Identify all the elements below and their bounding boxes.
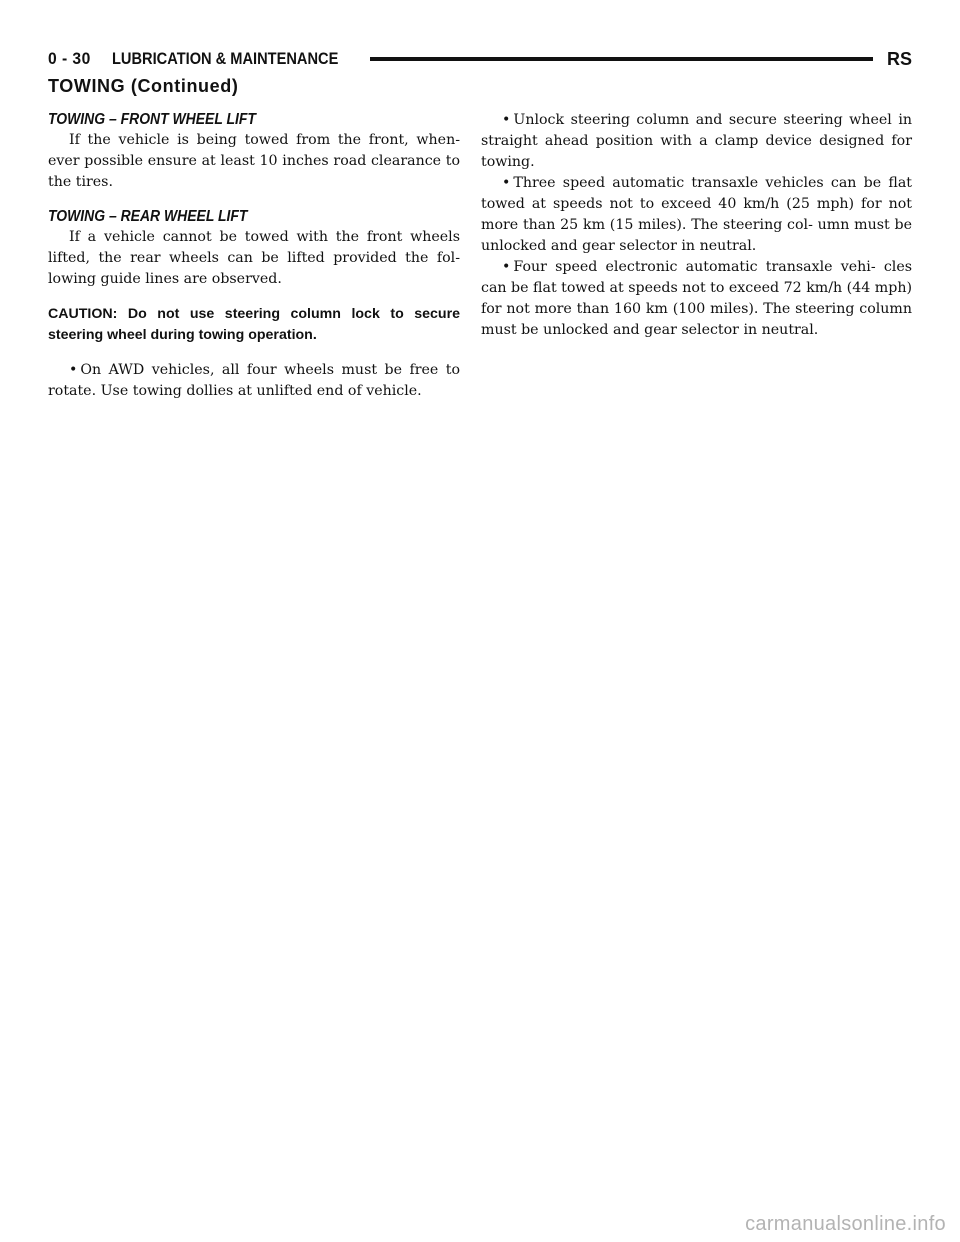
bullet-item bbox=[48, 360, 460, 402]
bullet-item bbox=[481, 110, 912, 173]
right-column bbox=[481, 110, 912, 341]
continued-heading: TOWING (Continued) bbox=[48, 76, 239, 96]
bullet-item bbox=[481, 173, 912, 257]
rear-wheel-lift-heading: TOWING – REAR WHEEL LIFT bbox=[48, 208, 248, 225]
bullet-text: Unlock steering column and secure steering wheel in straight ahead position with a clamp device designed for towing. bbox=[481, 112, 912, 170]
header-rule bbox=[370, 57, 873, 61]
bullet-icon: • bbox=[69, 362, 78, 378]
bullet-text: Three speed automatic transaxle vehicles can be flat towed at speeds not to exceed 40 km/h (25 mph) for not more than 25 km (15 miles). The steering col- umn must be unlocked and gear selector in neutral. bbox=[481, 175, 912, 254]
bullet-icon: • bbox=[502, 259, 511, 275]
bullet-icon: • bbox=[502, 112, 511, 128]
caution-note: CAUTION: Do not use steering column lock to secure steering wheel during towing operation. bbox=[48, 306, 460, 343]
bullet-item bbox=[481, 257, 912, 341]
front-wheel-lift-text: If the vehicle is being towed from the front, when- ever possible ensure at least 10 inches road clearance to the tires. bbox=[48, 132, 460, 190]
bullet-text: On AWD vehicles, all four wheels must be free to rotate. Use towing dollies at unlifted end of vehicle. bbox=[48, 362, 460, 399]
rear-wheel-lift-text: If a vehicle cannot be towed with the front wheels lifted, the rear wheels can be lifted provided the fol- lowing guide lines are observed. bbox=[48, 229, 460, 287]
left-column bbox=[48, 110, 460, 402]
header-tag: RS bbox=[886, 48, 912, 69]
watermark: carmanualsonline.info bbox=[745, 1213, 946, 1235]
page-number: 0 - 30 bbox=[48, 49, 91, 68]
bullet-icon: • bbox=[502, 175, 511, 191]
front-wheel-lift-heading: TOWING – FRONT WHEEL LIFT bbox=[48, 111, 256, 128]
page-header bbox=[48, 44, 912, 74]
bullet-text: Four speed electronic automatic transaxle vehi- cles can be flat towed at speeds not to exceed 72 km/h (44 mph) for not more than 160 km (100 miles). The steering column must be unlocked and gear selector in neutral. bbox=[481, 259, 912, 338]
section-title: LUBRICATION & MAINTENANCE bbox=[112, 49, 339, 68]
